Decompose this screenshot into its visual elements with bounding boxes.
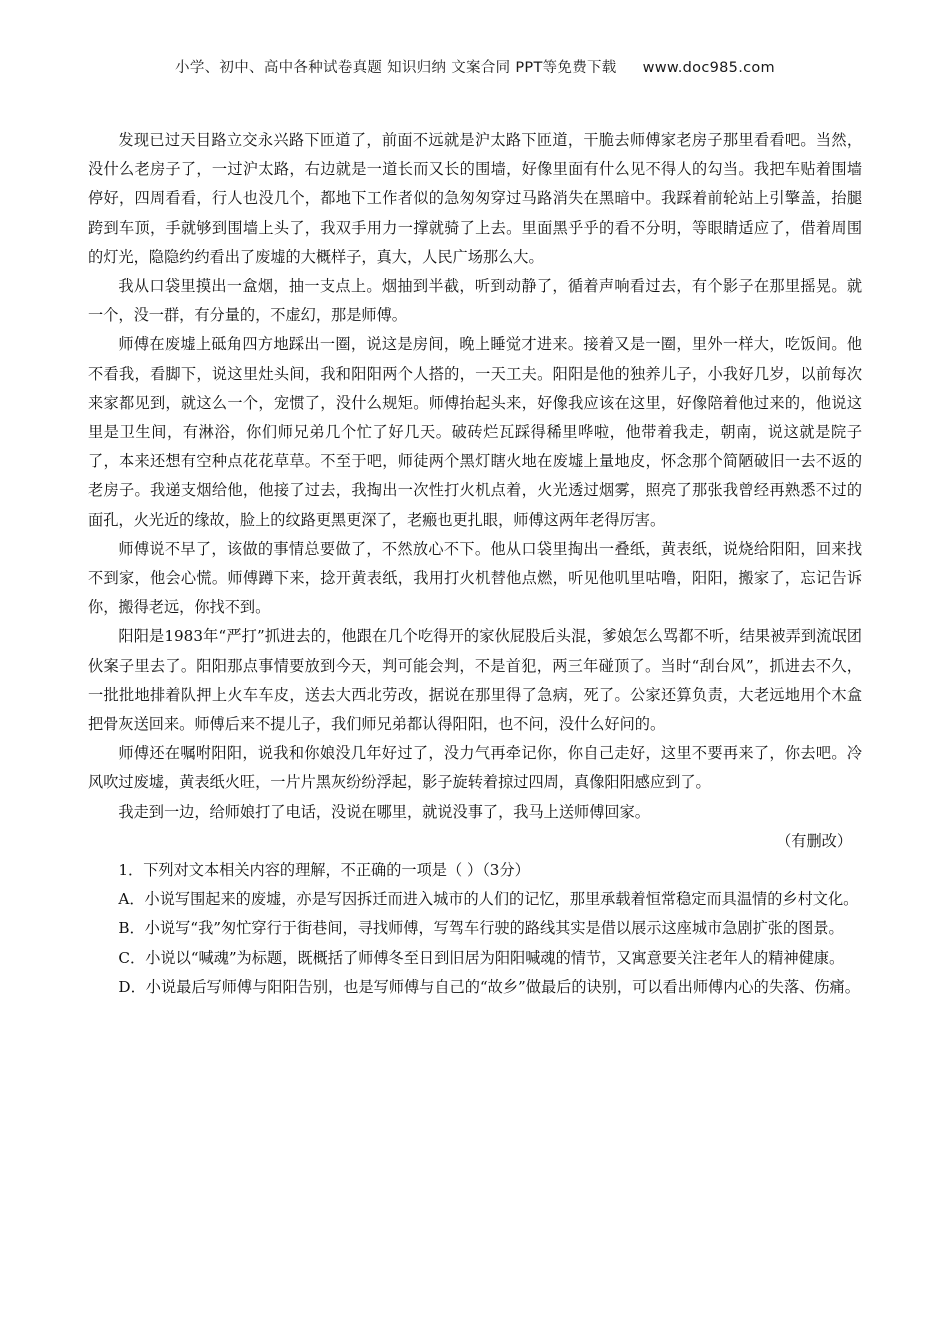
story-paragraph: 我走到一边，给师娘打了电话，没说在哪里，就说没事了，我马上送师傅回家。 — [118, 802, 650, 821]
option-c: C．小说以“喊魂”为标题，既概括了师傅冬至日到旧居为阳阳喊魂的情节，又寓意要关注老年人的精神健康。 — [118, 948, 845, 967]
question-stem: 1．下列对文本相关内容的理解，不正确的一项是（ ）（3分） — [118, 861, 530, 880]
story-paragraph: 阳阳是1983年“严打”抓进去的，他跟在几个吃得开的家伙屁股后头混，爹娘怎么骂都不听，结果被弄到流氓团伙案子里去了。阳阳那点事情要放到今天，判可能会判，不是首犯，两三年碰顶了。当时“刮台风”，抓进去不久，一批批地排着队押上火车车皮，送去大西北劳改，据说在那里得了急病，死了。公家还算负责，大老远地用个木盒把骨灰送回来。师傅后来不提儿子，我们师兄弟都认得阳阳，也不问，没什么好问的。 — [88, 627, 862, 734]
document-body — [88, 126, 862, 1002]
source-note: （有删改） — [776, 831, 852, 850]
story-paragraph: 师傅说不早了，该做的事情总要做了，不然放心不下。他从口袋里掏出一叠纸，黄表纸，说烧给阳阳，回来找不到家，他会心慌。师傅蹲下来，捻开黄表纸，我用打火机替他点燃，听见他叽里咕噜，阳阳，搬家了，忘记告诉你，搬得老远，你找不到。 — [88, 539, 862, 617]
header-text: 小学、初中、高中各种试卷真题 知识归纳 文案合同 PPT等免费下载 — [175, 60, 617, 76]
story-paragraph: 师傅还在嘱咐阳阳，说我和你娘没几年好过了，没力气再牵记你，你自己走好，这里不要再来了，你去吧。冷风吹过废墟，黄表纸火旺，一片片黑灰纷纷浮起，影子旋转着掠过四周，真像阳阳感应到了。 — [88, 744, 862, 792]
story-paragraph: 师傅在废墟上砥角四方地踩出一圈，说这是房间，晚上睡觉才进来。接着又是一圈，里外一样大，吃饭间。他不看我，看脚下，说这里灶头间，我和阳阳两个人搭的，一天工夫。阳阳是他的独养儿子，小我好几岁，以前每次来家都见到，就这么一个，宠惯了，没什么规矩。师傅抬起头来，好像我应该在这里，好像陪着他过来的，他说这里是卫生间，有淋浴，你们师兄弟几个忙了好几天。破砖烂瓦踩得稀里哗啦，他带着我走，朝南，说这就是院子了，本来还想有空种点花花草草。不至于吧，师徒两个黑灯瞎火地在废墟上量地皮，怀念那个简陋破旧一去不返的老房子。我递支烟给他，他接了过去，我掏出一次性打火机点着，火光透过烟雾，照亮了那张我曾经再熟悉不过的面孔，火光近的缘故，脸上的纹路更黑更深了，老瘢也更扎眼，师傅这两年老得厉害。 — [88, 335, 862, 529]
option-d: D．小说最后写师傅与阳阳告别，也是写师傅与自己的“故乡”做最后的诀别，可以看出师傅内心的失落、伤痛。 — [118, 977, 860, 996]
page-header — [0, 56, 950, 77]
header-url[interactable]: www.doc985.com — [642, 60, 775, 76]
question-block — [88, 856, 862, 1002]
story-paragraph: 我从口袋里摸出一盒烟，抽一支点上。烟抽到半截，听到动静了，循着声响看过去，有个影子在那里摇晃。就一个，没一群，有分量的，不虚幻，那是师傅。 — [88, 277, 862, 325]
option-b: B．小说写“我”匆忙穿行于街巷间，寻找师傅，写驾车行驶的路线其实是借以展示这座城市急剧扩张的图景。 — [118, 919, 844, 938]
option-a: A．小说写围起来的废墟，亦是写因拆迁而进入城市的人们的记忆，那里承载着恒常稳定而具温情的乡村文化。 — [118, 890, 859, 909]
story-paragraph: 发现已过天目路立交永兴路下匝道了，前面不远就是沪太路下匝道，干脆去师傅家老房子那里看看吧。当然，没什么老房子了，一过沪太路，右边就是一道长而又长的围墙，好像里面有什么见不得人的勾当。我把车贴着围墙停好，四周看看，行人也没几个，都地下工作者似的急匆匆穿过马路消失在黑暗中。我踩着前轮站上引擎盖，抬腿跨到车顶，手就够到围墙上头了，我双手用力一撑就骑了上去。里面黑乎乎的看不分明，等眼睛适应了，借着周围的灯光，隐隐约约看出了废墟的大概样子，真大，人民广场那么大。 — [88, 131, 862, 266]
